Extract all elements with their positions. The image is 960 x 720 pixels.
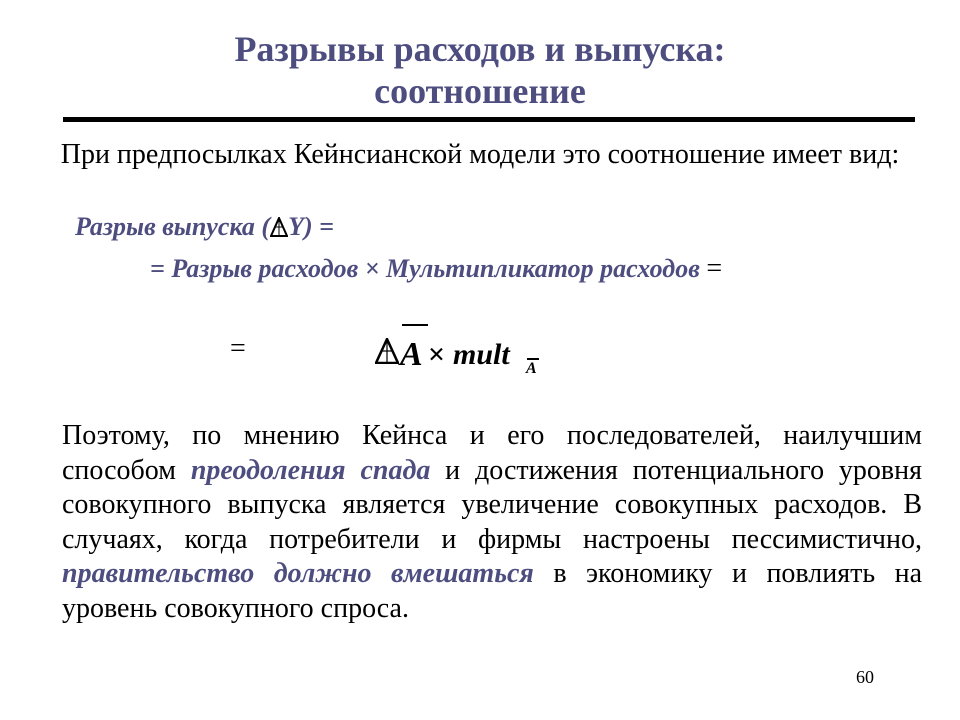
multiplier-formula xyxy=(375,320,575,380)
autonomous-spending-overline xyxy=(402,324,428,326)
body-part2: и достижения потенциального уровня совокупного выпуска является увеличение совокупных расходов. В случаях, когда потребители и фирмы настроены пессимистично, xyxy=(62,454,923,555)
body-paragraph xyxy=(62,419,922,626)
intro-text: При предпосылках Кейнсианской модели это соотношение имеет вид: xyxy=(60,139,900,170)
body-emphasis-government: правительство должно вмешаться xyxy=(62,558,534,589)
eq2-equals: = xyxy=(706,253,723,284)
title-divider xyxy=(63,117,915,122)
multiplier-label: mult xyxy=(453,338,510,371)
formula-equals: = xyxy=(230,333,246,364)
slide-title xyxy=(0,28,960,112)
body-part1: Поэтому, по мнению Кейнса и его последователей, наилучшим способом xyxy=(62,420,922,486)
page-number: 60 xyxy=(856,667,874,687)
slide-title-line2: соотношение xyxy=(374,71,586,111)
delta-icon xyxy=(270,217,288,237)
multiplier-subscript: A xyxy=(526,360,537,377)
eq1-variable: Y xyxy=(288,212,304,241)
eq1-suffix: ) = xyxy=(303,212,334,241)
eq1-prefix: Разрыв выпуска ( xyxy=(75,212,271,241)
eq2-text: = Разрыв расходов × Мультипликатор расходов xyxy=(150,254,700,283)
delta-big-icon xyxy=(375,338,399,369)
body-part3: в экономику и повлиять на уровень совокупного спроса. xyxy=(62,558,922,624)
equation-output-gap xyxy=(75,212,334,242)
times-sign: × xyxy=(428,338,446,371)
autonomous-spending-var: A xyxy=(400,336,423,373)
body-emphasis-recession: преодоления спада xyxy=(190,454,431,486)
slide-title-line1: Разрывы расходов и выпуска: xyxy=(234,29,726,69)
equation-spending-gap xyxy=(150,253,722,285)
